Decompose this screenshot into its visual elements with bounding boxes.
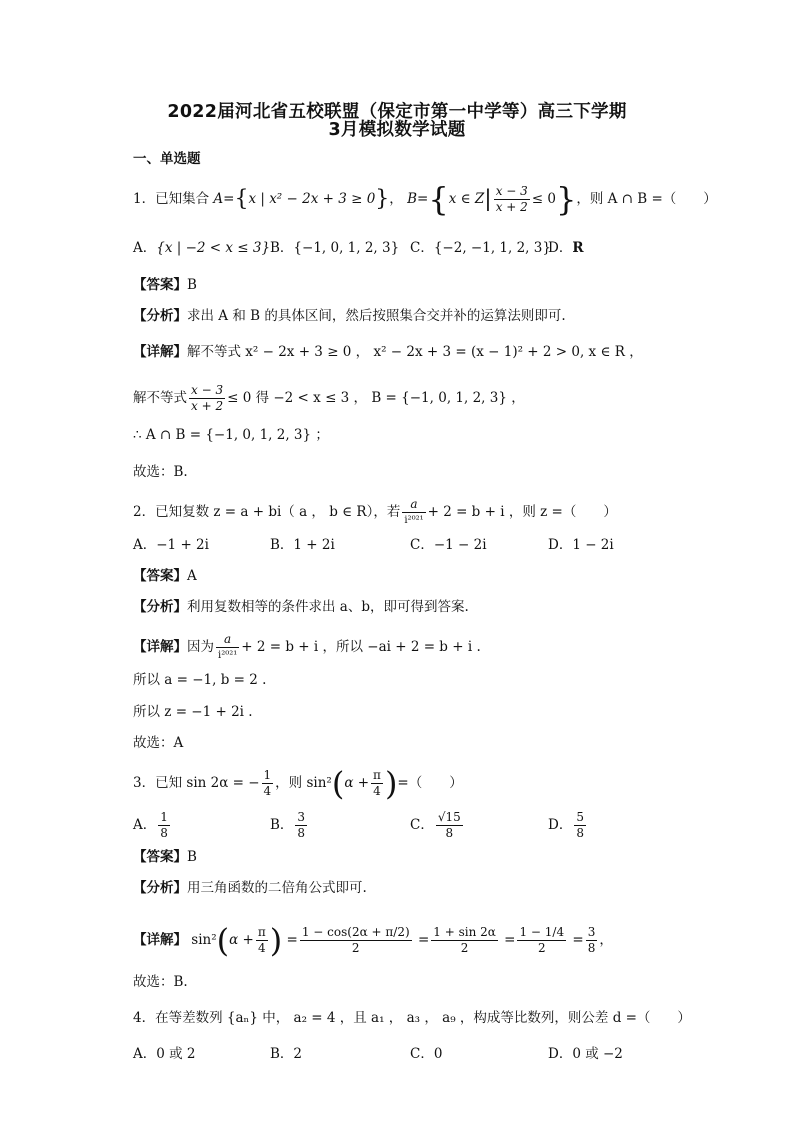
q3-option-c[interactable] <box>410 810 465 841</box>
q3-paren-close: ) <box>384 764 398 803</box>
q3-option-d-den: 8 <box>576 826 584 840</box>
q1-stem <box>133 180 717 219</box>
q3-pi-fraction <box>371 768 383 799</box>
section-heading: 一、单选题 <box>133 151 201 167</box>
q3-option-a-label: A． <box>133 817 157 833</box>
q1-setA-inner: x | x² − 2x + 3 ≥ 0 <box>248 191 376 207</box>
q3-option-c-den: 8 <box>445 826 454 840</box>
q2-number: 2． <box>133 504 156 520</box>
q2-detail1-num: a <box>216 632 239 648</box>
q4-option-d[interactable] <box>548 1044 623 1064</box>
q3-option-b-fraction <box>295 810 307 841</box>
q3-option-d-label: D． <box>548 817 573 833</box>
q1-option-b-text: {−1, 0, 1, 2, 3} <box>293 240 400 256</box>
q1-option-a[interactable] <box>133 238 270 258</box>
q3-option-c-fraction <box>436 810 463 841</box>
exam-title-line1: 2022届河北省五校联盟（保定市第一中学等）高三下学期 <box>167 102 627 122</box>
q4-option-a[interactable] <box>133 1044 196 1064</box>
q4-stem-text: 在等差数列 {aₙ} 中， a₂ = 4 ，且 a₁ ， a₃ ， a₉ ，构成等比数列，则公差 d =（ ） <box>155 1010 691 1026</box>
q2-option-c-text: −1 − 2i <box>433 537 487 553</box>
q3-detail-f4 <box>586 925 598 956</box>
q3-detail-f2-num: 1 + sin 2α <box>433 925 496 939</box>
q1-setB-num: x − 3 <box>495 184 528 198</box>
q3-stem-a: 已知 sin 2α = − <box>155 775 260 791</box>
q2-detail1-fraction <box>216 632 239 663</box>
q1-detail-line3: ∴ A ∩ B = {−1, 0, 1, 2, 3} ； <box>133 427 329 443</box>
q2-option-b-text: 1 + 2i <box>293 537 335 553</box>
q3-detail-tail: ， <box>599 932 613 948</box>
q2-stem <box>133 497 617 528</box>
q2-answer-value: A <box>187 568 197 584</box>
q3-analysis-text: 用三角函数的二倍角公式即可. <box>187 880 367 896</box>
q1-stem-a: 已知集合 <box>155 191 210 207</box>
q1-conclusion: 故选：B. <box>133 464 188 480</box>
q1-detail2-post: ≤ 0 得 −2 < x ≤ 3 ， B = {−1, 0, 1, 2, 3} ， <box>227 390 525 406</box>
q3-option-d-fraction <box>574 810 586 841</box>
q4-option-b[interactable] <box>270 1044 302 1064</box>
q1-setA-brace-close: } <box>375 186 390 212</box>
q3-analysis-tag: 【分析】 <box>133 880 187 896</box>
q3-option-a-den: 8 <box>160 826 168 840</box>
q3-fraction <box>262 768 274 799</box>
q3-pi-num: π <box>373 768 381 782</box>
q2-option-a-text: −1 + 2i <box>156 537 209 553</box>
q4-number: 4． <box>133 1010 156 1026</box>
q1-detail2-num: x − 3 <box>191 383 224 397</box>
q1-option-a-text: {x | −2 < x ≤ 3} <box>156 240 271 256</box>
q3-detail-f2-den: 2 <box>460 941 469 955</box>
q3-frac-num: 1 <box>263 768 272 782</box>
q4-option-a-label: A． <box>133 1046 157 1062</box>
q3-option-c-label: C． <box>410 817 434 833</box>
q3-detail-arg: α + <box>229 932 254 948</box>
q1-option-d-text: R <box>572 240 584 256</box>
q2-detail-tag: 【详解】 <box>133 639 187 655</box>
q4-option-d-text: 0 或 −2 <box>572 1046 623 1062</box>
q2-frac-den: i²⁰²¹ <box>404 515 424 526</box>
q2-detail1-post: + 2 = b + i ，所以 −ai + 2 = b + i . <box>241 639 481 655</box>
q3-detail-f4-den: 8 <box>587 941 596 955</box>
q1-detail2-fraction <box>189 383 225 414</box>
q2-option-c-label: C． <box>410 537 434 553</box>
q2-option-c[interactable] <box>410 535 487 555</box>
q2-option-d-text: 1 − 2i <box>572 537 614 553</box>
q1-setB-brace-open: { <box>428 180 449 219</box>
q1-setB-post: ≤ 0 <box>531 191 556 207</box>
q2-detail-line3: 所以 z = −1 + 2i . <box>133 704 253 720</box>
q2-detail-line2: 所以 a = −1, b = 2 . <box>133 672 267 688</box>
q1-option-d[interactable] <box>548 238 584 258</box>
q3-detail-f1-num: 1 − cos(2α + π/2) <box>301 925 410 939</box>
q3-option-a[interactable] <box>133 810 172 841</box>
q3-detail-pi-den: 4 <box>258 941 266 955</box>
q1-setB-brace-close: } <box>555 180 577 219</box>
q1-detail-line1 <box>133 342 643 362</box>
q3-answer-value: B <box>187 849 197 865</box>
q1-answer-value: B <box>187 277 197 293</box>
q1-analysis-tag: 【分析】 <box>133 308 187 324</box>
q3-detail <box>133 921 613 960</box>
q1-option-c-text: {−2, −1, 1, 2, 3} <box>433 240 551 256</box>
q2-option-d[interactable] <box>548 535 614 555</box>
q3-option-b-num: 3 <box>297 810 306 824</box>
q3-stem <box>133 764 463 803</box>
q2-analysis-tag: 【分析】 <box>133 599 187 615</box>
q2-frac-num: a <box>402 497 425 513</box>
q3-pi-den: 4 <box>373 784 381 798</box>
q3-option-d[interactable] <box>548 810 588 841</box>
q3-analysis <box>133 878 367 898</box>
q3-detail-paren-close: ) <box>269 921 283 960</box>
q3-detail-f4-num: 3 <box>587 925 596 939</box>
q3-frac-den: 4 <box>263 784 272 798</box>
q2-detail1-den: i²⁰²¹ <box>218 650 238 661</box>
q2-option-b-label: B． <box>270 537 294 553</box>
q3-option-c-num: √15 <box>437 810 461 824</box>
q1-number: 1． <box>133 191 156 207</box>
q4-option-c-text: 0 <box>433 1046 443 1062</box>
q2-analysis-text: 利用复数相等的条件求出 a、b，即可得到答案. <box>187 599 469 615</box>
q4-option-c-label: C． <box>410 1046 434 1062</box>
q1-option-c[interactable] <box>410 238 551 258</box>
q1-setA-label: A= <box>213 191 235 207</box>
q3-option-a-fraction <box>158 810 170 841</box>
q2-conclusion: 故选：A <box>133 735 184 751</box>
q1-comma: ， <box>389 191 403 207</box>
q3-option-b[interactable] <box>270 810 309 841</box>
q1-setB-label: B= <box>407 191 429 207</box>
q3-detail-f1-den: 2 <box>351 941 360 955</box>
q3-detail-f1 <box>300 925 412 956</box>
q2-option-b[interactable] <box>270 535 335 555</box>
q1-setB-fraction <box>494 184 530 215</box>
q4-option-b-label: B． <box>270 1046 294 1062</box>
q1-detail2-pre: 解不等式 <box>133 390 187 406</box>
q3-detail-f3-num: 1 − 1/4 <box>519 925 565 939</box>
exam-title-line2-text: 3月模拟数学试题 <box>328 120 466 140</box>
q3-stem-b: ，则 sin² <box>275 775 332 791</box>
q3-detail-lhs: sin² <box>191 932 217 948</box>
q1-answer-tag: 【答案】 <box>133 277 187 293</box>
q1-detail2-den: x + 2 <box>191 399 224 413</box>
q3-conclusion: 故选：B. <box>133 974 188 990</box>
q3-detail-f3-den: 2 <box>537 941 546 955</box>
q1-detail-tag: 【详解】 <box>133 344 187 360</box>
q3-stem-d: =（ ） <box>397 775 463 791</box>
q1-answer <box>133 275 197 295</box>
q3-answer-tag: 【答案】 <box>133 849 187 865</box>
q4-option-c[interactable] <box>410 1044 442 1064</box>
q2-option-a[interactable] <box>133 535 209 555</box>
q4-stem <box>133 1008 691 1028</box>
q3-answer <box>133 847 197 867</box>
q3-detail-eq4: = <box>572 932 584 948</box>
q3-detail-f2 <box>431 925 498 956</box>
q3-detail-tag: 【详解】 <box>133 932 187 948</box>
q2-stem-b: + 2 = b + i ，则 z =（ ） <box>427 504 617 520</box>
q1-option-d-label: D． <box>548 240 573 256</box>
q3-detail-pi-fraction <box>256 925 268 956</box>
q4-option-b-text: 2 <box>293 1046 303 1062</box>
q1-option-b[interactable] <box>270 238 399 258</box>
q3-paren-open: ( <box>331 764 345 803</box>
q1-setA-brace-open: { <box>234 186 249 212</box>
q1-setB-pre: x ∈ Z <box>448 191 485 207</box>
q2-detail1-pre: 因为 <box>187 639 214 655</box>
q1-setB-bar: | <box>484 186 492 212</box>
q1-detail1-text: 解不等式 x² − 2x + 3 ≥ 0 ， x² − 2x + 3 = (x − 1)² + 2 > 0, x ∈ R ， <box>187 344 643 360</box>
q1-analysis <box>133 306 566 326</box>
q3-detail-eq3: = <box>504 932 516 948</box>
q1-option-c-label: C． <box>410 240 434 256</box>
q1-option-b-label: B． <box>270 240 294 256</box>
q4-option-a-text: 0 或 2 <box>156 1046 196 1062</box>
q3-option-d-num: 5 <box>576 810 584 824</box>
q3-detail-paren-open: ( <box>216 921 230 960</box>
q2-option-a-label: A． <box>133 537 157 553</box>
q3-number: 3． <box>133 775 156 791</box>
q3-detail-f3 <box>517 925 566 956</box>
q2-option-d-label: D． <box>548 537 573 553</box>
q3-detail-eq2: = <box>417 932 430 948</box>
q1-option-a-label: A． <box>133 240 157 256</box>
q2-answer <box>133 566 197 586</box>
q2-detail-line1 <box>133 632 481 663</box>
q2-stem-a: 已知复数 z = a + bi（ a ， b ∈ R），若 <box>155 504 401 520</box>
q2-answer-tag: 【答案】 <box>133 568 187 584</box>
q3-detail-eq1: = <box>286 932 298 948</box>
q3-option-b-den: 8 <box>297 826 306 840</box>
q1-setB-den: x + 2 <box>495 200 528 214</box>
q1-stem-b: ，则 A ∩ B =（ ） <box>576 191 717 207</box>
q2-analysis <box>133 597 469 617</box>
q1-detail-line2 <box>133 383 525 414</box>
q3-option-a-num: 1 <box>160 810 168 824</box>
q3-option-b-label: B． <box>270 817 294 833</box>
q3-stem-c: α + <box>344 775 370 791</box>
q4-option-d-label: D． <box>548 1046 573 1062</box>
q2-fraction <box>402 497 425 528</box>
q1-analysis-text: 求出 A 和 B 的具体区间，然后按照集合交并补的运算法则即可. <box>187 308 566 324</box>
q3-detail-pi-num: π <box>257 925 266 939</box>
